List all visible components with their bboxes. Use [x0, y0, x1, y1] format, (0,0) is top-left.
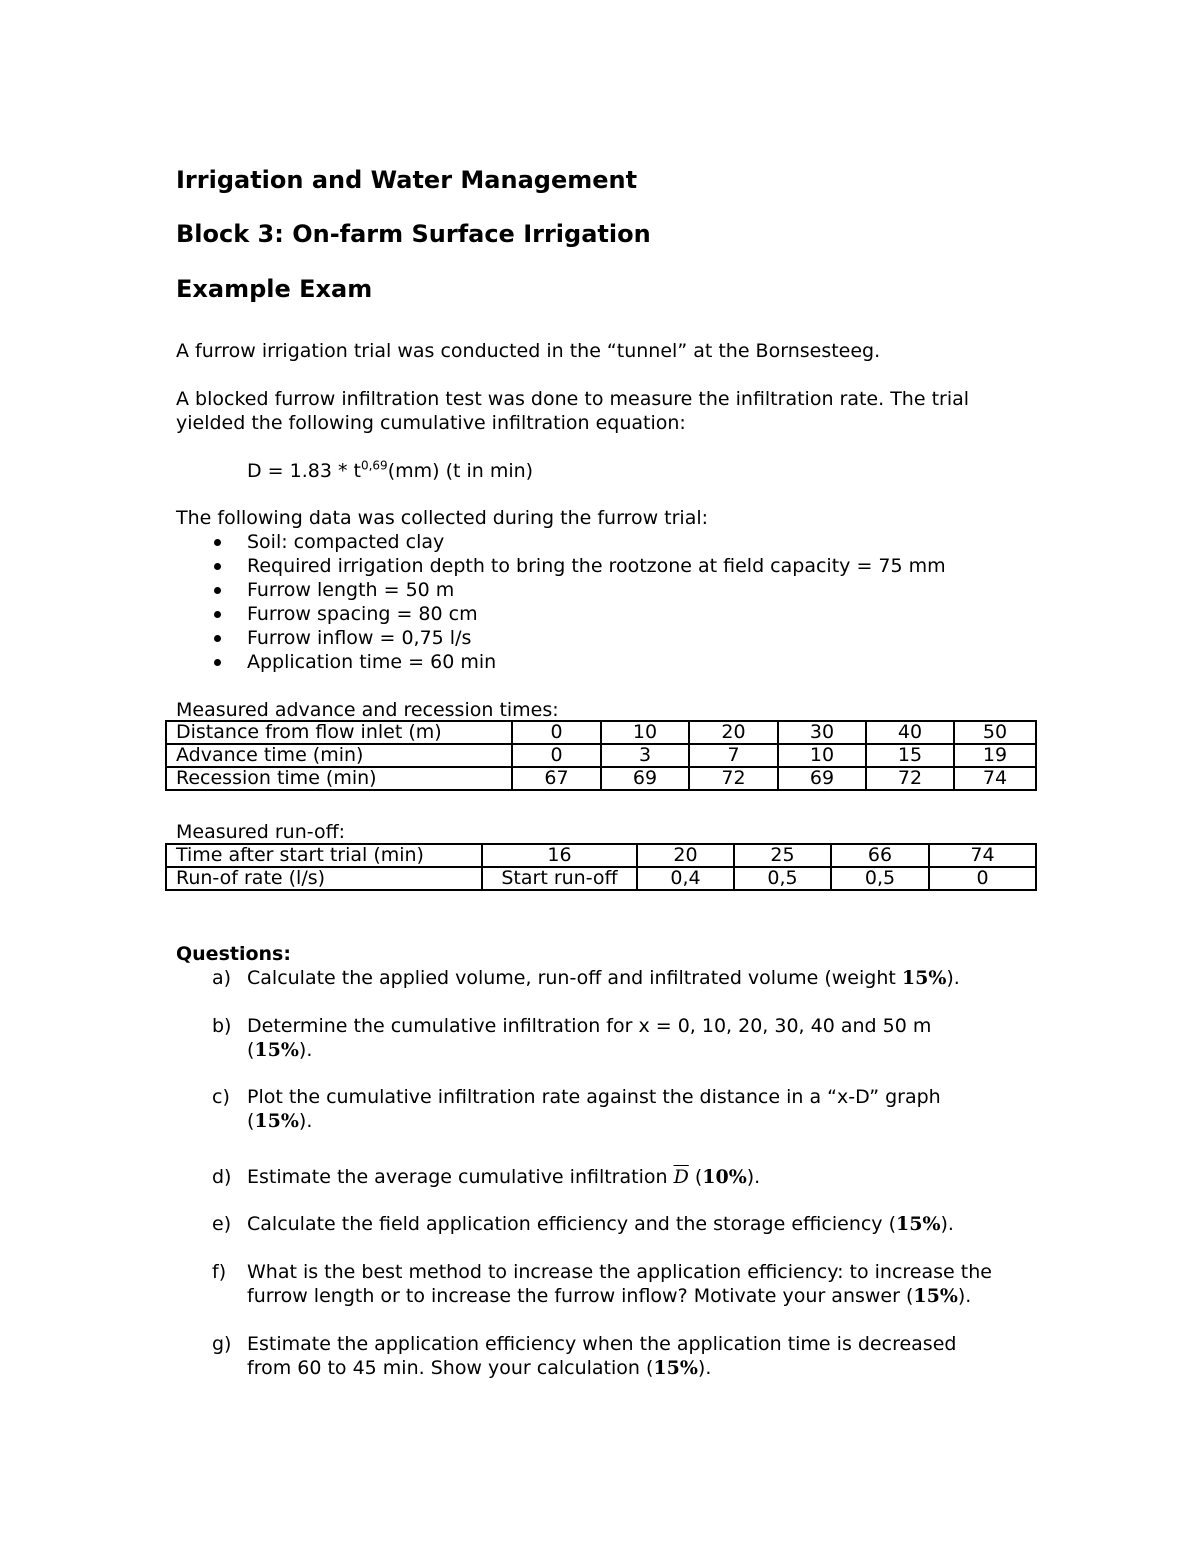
table-cell: 0,5 — [734, 867, 831, 890]
list-item: Required irrigation depth to bring the rootzone at field capacity = 75 mm — [176, 554, 946, 578]
table-cell: 20 — [689, 721, 778, 744]
bullet-icon — [214, 611, 221, 618]
question-letter: e) — [212, 1213, 232, 1235]
question-letter: a) — [212, 967, 232, 989]
document-title: Irrigation and Water Management — [176, 166, 638, 194]
table-cell: 16 — [482, 844, 637, 867]
bullet-icon — [214, 539, 221, 546]
question-text-line2: furrow length or to increase the furrow inflow? Motivate your answer (15%). — [247, 1285, 972, 1307]
question-text: Plot the cumulative infiltration rate against the distance in a “x-D” graph — [247, 1086, 941, 1108]
question-text: Estimate the application efficiency when the application time is decreased — [247, 1333, 957, 1355]
questions-heading: Questions: — [176, 943, 291, 965]
table-cell: 25 — [734, 844, 831, 867]
table-cell: 0,5 — [831, 867, 929, 890]
table-cell: 0 — [929, 867, 1036, 890]
equation-units: (mm) (t in min) — [387, 460, 534, 482]
weight-percent: 15% — [254, 1110, 299, 1132]
table-cell: 66 — [831, 844, 929, 867]
weight-percent: 15% — [254, 1039, 299, 1061]
table-cell: 69 — [778, 767, 866, 790]
table-cell: 15 — [866, 744, 954, 767]
list-item: Furrow inflow = 0,75 l/s — [176, 626, 946, 650]
table-cell: 72 — [689, 767, 778, 790]
weight-percent: 15% — [913, 1285, 958, 1307]
question-letter: c) — [212, 1086, 230, 1108]
question-weight-line: (15%). — [247, 1039, 313, 1061]
question-text-line2: from 60 to 45 min. Show your calculation (15%). — [247, 1357, 712, 1379]
table-cell: 10 — [778, 744, 866, 767]
table-cell: Start run-off — [482, 867, 637, 890]
advance-table-caption: Measured advance and recession times: — [176, 699, 559, 721]
bullet-icon — [214, 635, 221, 642]
table-cell: 19 — [954, 744, 1036, 767]
equation-exponent: 0,69 — [360, 458, 388, 473]
table-cell: 0 — [512, 721, 601, 744]
advance-recession-table — [165, 720, 1037, 791]
question-text: What is the best method to increase the application efficiency: to increase the — [247, 1261, 992, 1283]
intro-paragraph: A furrow irrigation trial was conducted in the “tunnel” at the Bornsesteeg. — [176, 340, 881, 362]
table-cell: 40 — [866, 721, 954, 744]
bullet-icon — [214, 659, 221, 666]
trial-data-lead: The following data was collected during the furrow trial: — [176, 507, 709, 529]
bullet-icon — [214, 587, 221, 594]
row-label: Distance from flow inlet (m) — [166, 721, 512, 744]
weight-percent: 15% — [653, 1357, 698, 1379]
row-label: Time after start trial (min) — [166, 844, 482, 867]
table-cell: 7 — [689, 744, 778, 767]
table-cell: 3 — [601, 744, 689, 767]
list-item: Soil: compacted clay — [176, 530, 946, 554]
table-row — [166, 744, 1036, 767]
row-label: Recession time (min) — [166, 767, 512, 790]
table-cell: 67 — [512, 767, 601, 790]
question-text: Calculate the field application efficiency and the storage efficiency (15%). — [247, 1213, 954, 1235]
test-paragraph-line2: yielded the following cumulative infiltration equation: — [176, 412, 686, 434]
list-item: Furrow length = 50 m — [176, 578, 946, 602]
question-text: Calculate the applied volume, run-off and infiltrated volume (weight 15%). — [247, 967, 960, 989]
question-weight-line: (15%). — [247, 1110, 313, 1132]
question-letter: b) — [212, 1015, 232, 1037]
table-cell: 72 — [866, 767, 954, 790]
equation-base: D = 1.83 * t — [247, 460, 361, 482]
table-cell: 0,4 — [637, 867, 734, 890]
table-row — [166, 767, 1036, 790]
question-text: Determine the cumulative infiltration for x = 0, 10, 20, 30, 40 and 50 m — [247, 1015, 932, 1037]
list-item: Application time = 60 min — [176, 650, 946, 674]
table-cell: 69 — [601, 767, 689, 790]
bullet-icon — [214, 563, 221, 570]
test-paragraph-line1: A blocked furrow infiltration test was done to measure the infiltration rate. The trial — [176, 388, 970, 410]
table-row — [166, 721, 1036, 744]
weight-percent: 15% — [896, 1213, 941, 1235]
table-cell: 0 — [512, 744, 601, 767]
table-cell: 10 — [601, 721, 689, 744]
runoff-table — [165, 843, 1037, 891]
average-infiltration-symbol: $\overline{D}$ — [673, 1166, 689, 1188]
runoff-table-caption: Measured run-off: — [176, 821, 346, 843]
table-cell: 74 — [929, 844, 1036, 867]
weight-percent: 10% — [702, 1166, 747, 1188]
question-letter: d) — [212, 1166, 232, 1188]
table-row — [166, 844, 1036, 867]
exam-heading: Example Exam — [176, 275, 373, 303]
question-letter: g) — [212, 1333, 232, 1355]
row-label: Run-of rate (l/s) — [166, 867, 482, 890]
trial-data-list — [176, 530, 946, 674]
table-row — [166, 867, 1036, 890]
table-cell: 30 — [778, 721, 866, 744]
table-cell: 20 — [637, 844, 734, 867]
block-heading: Block 3: On-farm Surface Irrigation — [176, 220, 651, 248]
list-item: Furrow spacing = 80 cm — [176, 602, 946, 626]
infiltration-equation — [247, 460, 533, 482]
weight-percent: 15% — [901, 967, 947, 989]
table-cell: 50 — [954, 721, 1036, 744]
question-text: Estimate the average cumulative infiltration $\overline{D}$ (10%). — [247, 1166, 761, 1188]
table-cell: 74 — [954, 767, 1036, 790]
row-label: Advance time (min) — [166, 744, 512, 767]
question-letter: f) — [212, 1261, 227, 1283]
